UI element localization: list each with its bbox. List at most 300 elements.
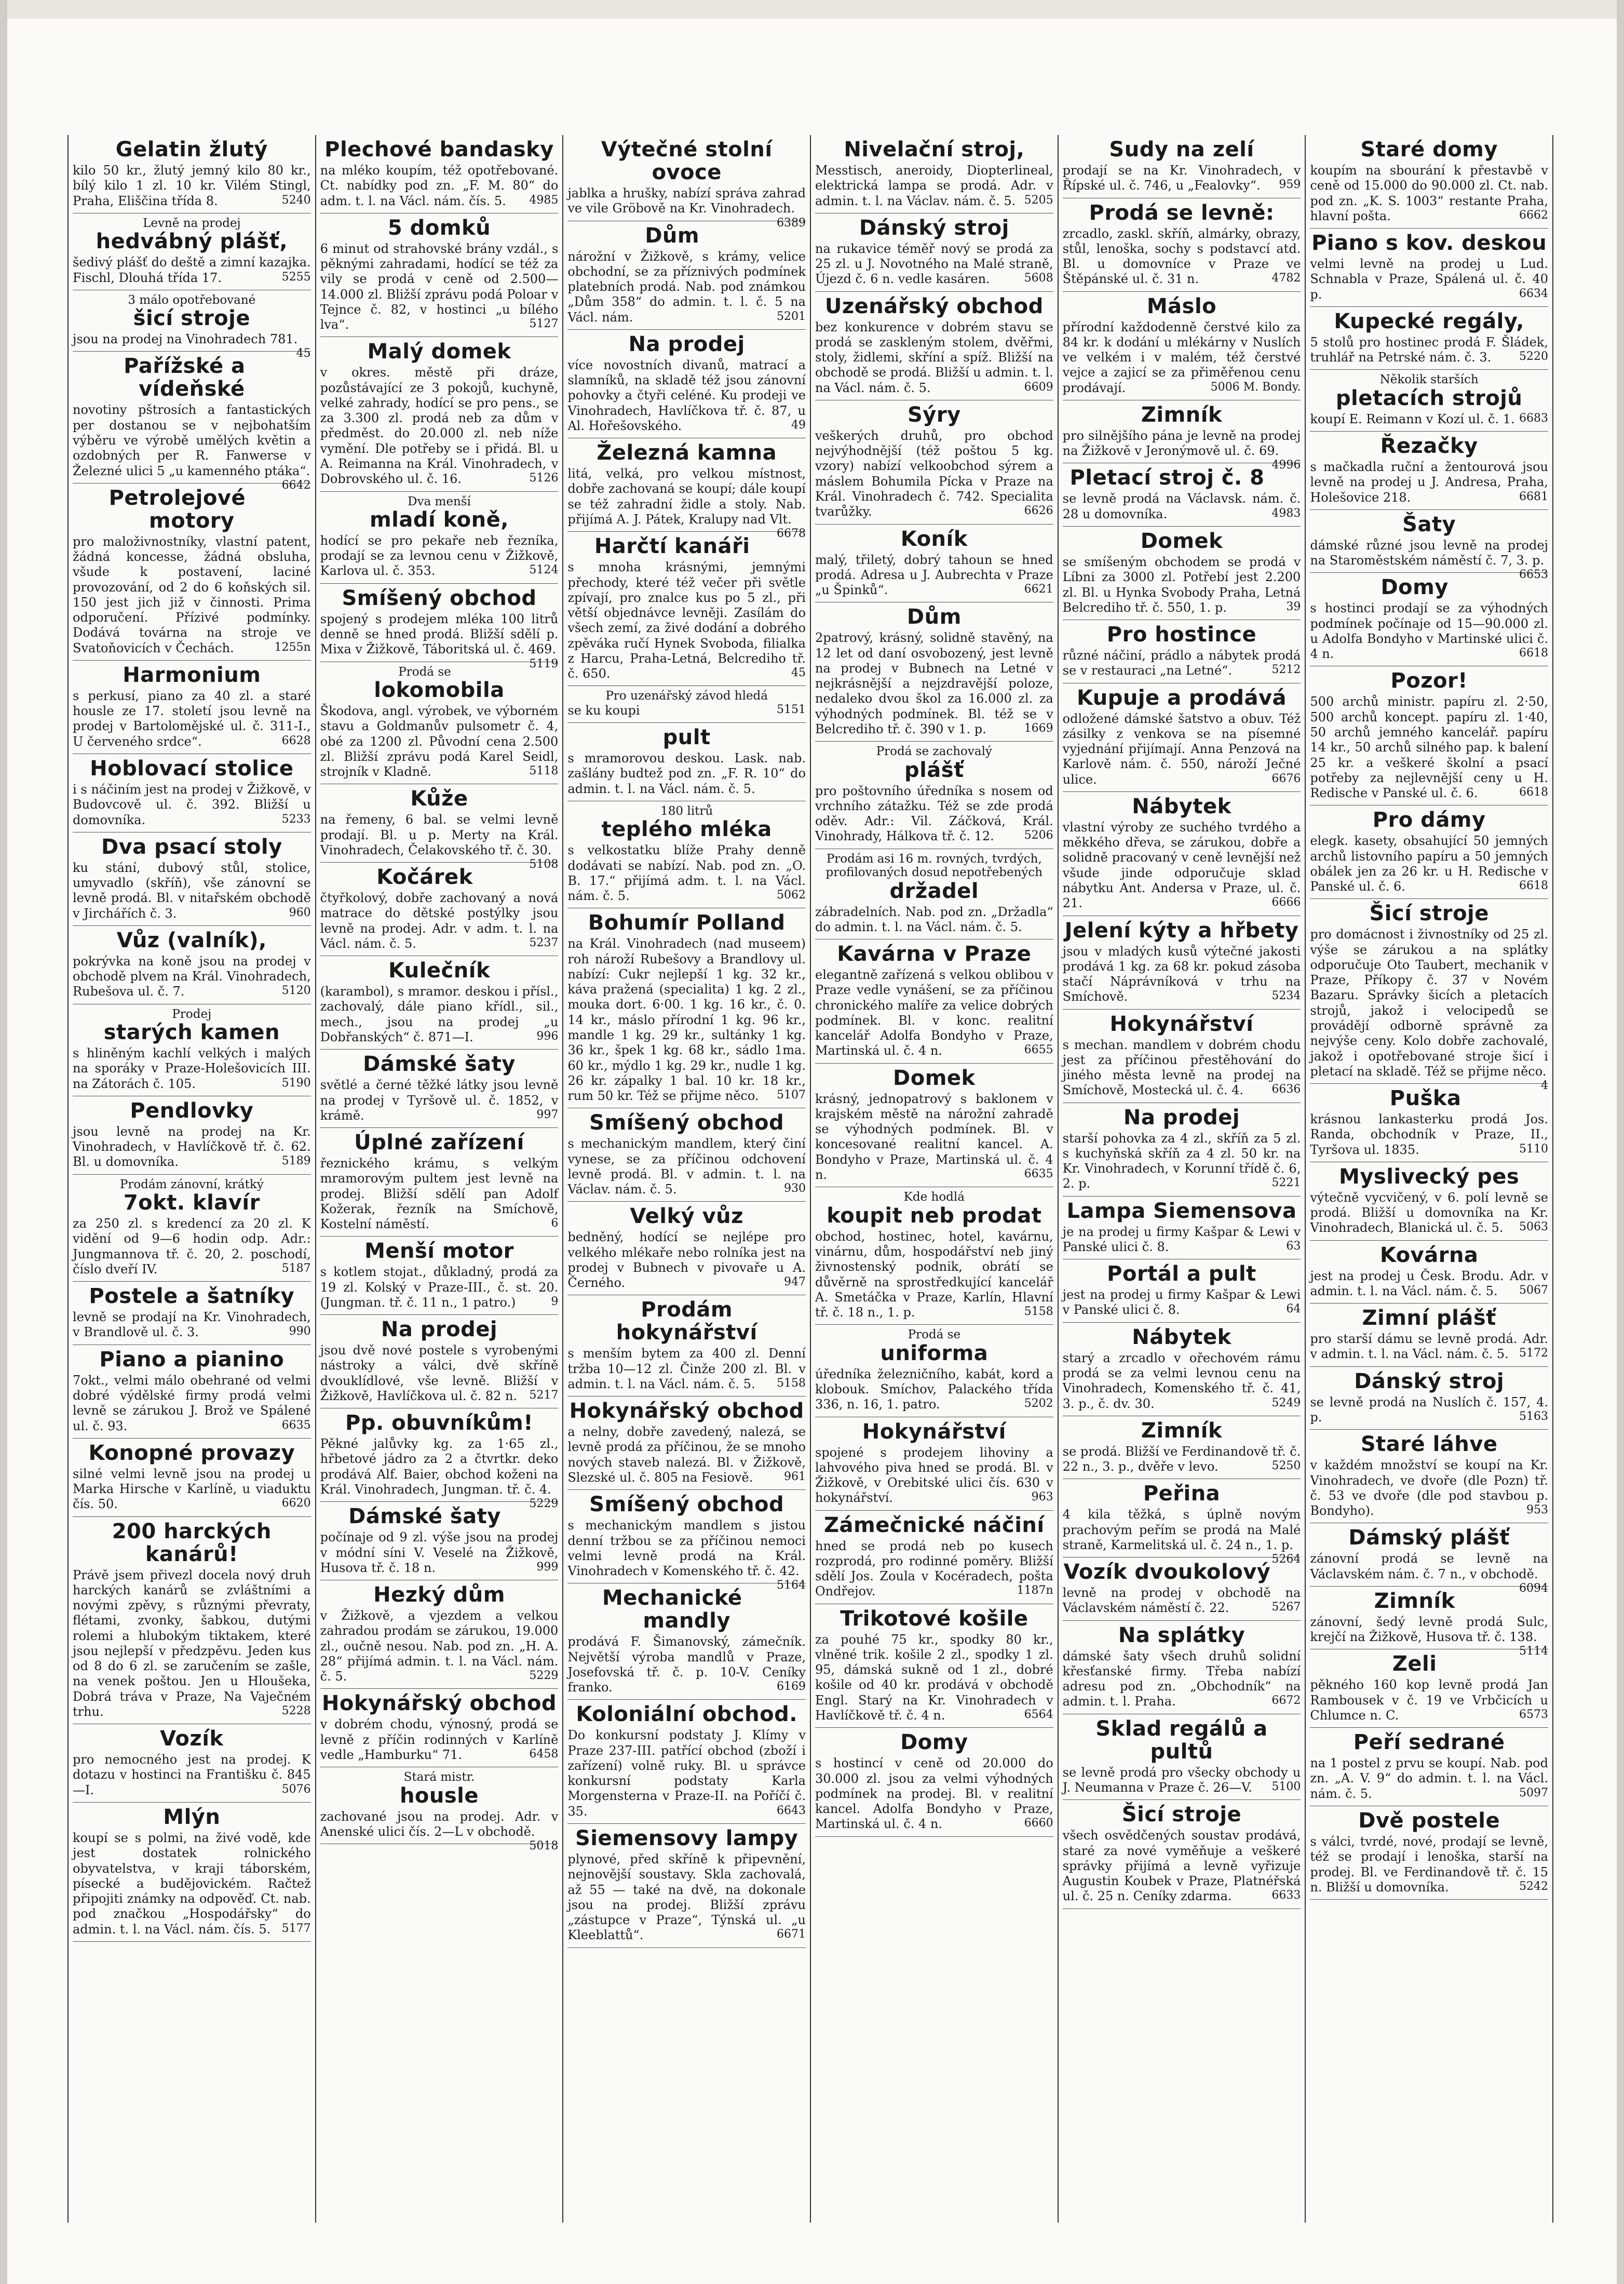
- ad-body: v dobrém chodu, výnosný, prodá se levně z příčin rodinných v Karlíně vedle „Hamburku“ 71.: [320, 1717, 559, 1762]
- ad-text: [320, 1265, 559, 1310]
- ad-title: Sklad regálů a pultů: [1095, 1716, 1268, 1764]
- ad-body: koupí se s polmi, na živé vodě, kde jest dostatek rolnického obyvatelstva, v kraji táborském, písecké a budějovickém. Račtež připojiti známky na odpověď. Ct. nab. pod značkou „Hospodářsky“ do admin. t. l. na Václ. nám. čís. 5.: [73, 1831, 311, 1937]
- ad-text: [73, 782, 311, 828]
- classified-ad: [73, 1803, 311, 1942]
- classified-ad: [320, 1315, 559, 1408]
- ad-title: Staré láhve: [1360, 1432, 1498, 1457]
- ad-body: krásnou lankasterku prodá Jos. Randa, obchodník v Praze, II., Tyršova ul. 1835.: [1310, 1112, 1548, 1157]
- ad-number: 5221: [1271, 1176, 1301, 1190]
- ad-text: [73, 534, 311, 656]
- ad-text: [320, 1156, 559, 1232]
- ad-text: [1063, 1038, 1301, 1098]
- ad-number: 5177: [281, 1922, 311, 1935]
- classified-ad: [1310, 1430, 1548, 1523]
- ad-number: 6618: [1519, 786, 1548, 799]
- ad-pretitle: Prodej: [172, 1007, 212, 1021]
- ad-title: Smíšený obchod: [589, 1111, 784, 1135]
- ad-text: [73, 1310, 311, 1340]
- ad-text: [73, 1831, 311, 1937]
- ad-body: starý a zrcadlo v ořechovém rámu prodá se za velmi levnou cenu na Vinohradech, Komenského tř. č. 41, 3. p., č. dv. 30.: [1062, 1350, 1301, 1411]
- ad-body: Pěkné jalůvky kg. za 1·65 zl., hřbetové jádro za 2 a čtvrtkr. deko prodává Alf. Baier, obchod koženi na Král. Vinohradech, Jungman. tř. č. 4.: [320, 1436, 559, 1497]
- ad-title: Výtečné stolní ovoce: [601, 138, 773, 184]
- ad-title: Dům: [645, 223, 700, 248]
- ad-body: Do konkursní podstaty J. Klímy v Praze 237-III. patřící obchod (zboží i zařízení) volně ruky. Bl. u správce konkursní podstaty Karla Morgensterna v Praze-II. na Poříčí č. 35.: [567, 1728, 806, 1819]
- ad-text: [567, 1634, 806, 1695]
- ad-number: 5100: [1271, 1780, 1301, 1793]
- ad-number: 930: [783, 1182, 806, 1195]
- ad-body: se levně prodá na Nuslích č. 157, 4. p.: [1310, 1394, 1548, 1425]
- ad-body: jsou dvě nové postele s vyrobenými nástroky a válci, dvě skříně dvouklídlové, vše levně. Bližší v Žižkově, Havlíčkova ul. č. 82 n.: [320, 1343, 559, 1403]
- classified-ad: [73, 213, 311, 290]
- classified-ad: [1310, 1084, 1548, 1162]
- ad-body: šedivý plášť do deště a zimní kazajka. Fischl, Dlouhá třída 17.: [73, 255, 311, 285]
- ad-text: [815, 241, 1053, 287]
- classified-ad: [320, 135, 559, 213]
- ad-number: 6628: [281, 734, 311, 747]
- ad-text: [320, 1530, 559, 1576]
- ad-text: [815, 320, 1053, 396]
- ad-title: pult: [662, 725, 711, 750]
- ad-text: [567, 1518, 806, 1592]
- ad-title: Dámský plášť: [1348, 1526, 1510, 1550]
- ad-body: jest na prodej u Česk. Brodu. Adr. v admin. t. l. na Václ. nám. č. 5.: [1310, 1268, 1548, 1298]
- classified-ad: [320, 1237, 559, 1315]
- ad-text: [320, 241, 559, 333]
- ad-pretitle: Prodá se zachovalý: [876, 745, 992, 759]
- ad-body: dámské šaty všech druhů solidní křesťanské firmy. Třeba nabízí adresu pod zn. „Obchodník“ na admin. t. l. Praha.: [1062, 1648, 1301, 1709]
- classified-ad: [320, 1767, 559, 1853]
- classified-ad: [1063, 1103, 1301, 1197]
- ad-title: pletacích strojů: [1335, 386, 1523, 410]
- classified-ad: [815, 1187, 1053, 1325]
- ad-title: starých kamen: [103, 1020, 280, 1045]
- ad-number: 5119: [529, 657, 559, 670]
- ad-body: spojený s prodejem mléka 100 litrů denně se hned prodá. Bližší sdělí p. Mixa v Žižkově, Táboritská ul. č. 469.: [320, 611, 559, 657]
- ad-text: [1310, 927, 1548, 1093]
- ad-body: hned se prodá neb po kusech rozprodá, pro rodinné poměry. Bližší sdělí Jos. Zoula v Kocéradech, pošta Ondřejov.: [815, 1538, 1053, 1599]
- ad-number: 4782: [1271, 272, 1301, 285]
- ad-title: Mlýn: [163, 1805, 221, 1830]
- ad-body: starší pohovka za 4 zl., skříň za 5 zl. s kuchyňská skříň za 4 zl. 50 kr. na Kr. Vinohradech, v Korunní třídě č. 6, 2. p.: [1062, 1131, 1301, 1191]
- ad-body: pokrývka na koně jsou na prodej v obchodě plvem na Král. Vinohradech, Rubešova ul. č. 7.: [73, 953, 311, 999]
- ad-body: zábradelních. Nab. pod zn. „Držadla“ do admin. t. l. na Václ. nám. č. 5.: [815, 904, 1053, 934]
- ad-title: Pletací stroj č. 8: [1070, 466, 1265, 490]
- ad-title: Pro hostince: [1106, 623, 1257, 647]
- classified-ad: [1310, 307, 1548, 370]
- ad-title: Myslivecký pes: [1339, 1164, 1520, 1189]
- classified-ad: [73, 1517, 311, 1725]
- ad-title: Koník: [900, 527, 968, 551]
- classified-ad: [567, 1490, 806, 1592]
- ad-title: Smíšený obchod: [342, 586, 537, 610]
- ad-number: 5107: [776, 1089, 806, 1102]
- ad-title: Na prodej: [628, 332, 745, 356]
- ad-title: Smíšený obchod: [589, 1493, 784, 1517]
- ad-number: 5206: [1024, 829, 1053, 842]
- ad-title: Velký vůz: [630, 1204, 743, 1229]
- ad-title: Šicí stroje: [1121, 1803, 1242, 1827]
- ad-title: Dvě postele: [1358, 1808, 1500, 1833]
- ad-text: [1063, 711, 1301, 787]
- classified-ad: [73, 1724, 311, 1803]
- classified-ads-page: [67, 135, 1553, 2223]
- ad-title: Jelení kýty a hřbety: [1064, 918, 1299, 943]
- right-edge: [1617, 0, 1624, 2284]
- ad-number: 5205: [1024, 193, 1053, 207]
- ad-title: Hokynářský obchod: [569, 1399, 804, 1423]
- ad-text: [1063, 555, 1301, 615]
- ad-title: Hokynářský obchod: [321, 1691, 557, 1716]
- ad-text: [73, 689, 311, 749]
- classified-ad: [73, 1282, 311, 1345]
- ad-text: [1310, 257, 1548, 302]
- ad-title: Řezačky: [1380, 434, 1478, 459]
- ad-text: [73, 954, 311, 1000]
- classified-ad: [815, 1325, 1053, 1417]
- ad-text: [1310, 1190, 1548, 1236]
- ad-text: [567, 249, 806, 325]
- classified-ad: [815, 742, 1053, 849]
- classified-ad: [320, 1408, 559, 1511]
- ad-title: Kovárna: [1379, 1243, 1479, 1267]
- ad-title: Dámské šaty: [363, 1052, 516, 1077]
- ad-title: Zimník: [1141, 402, 1223, 427]
- ad-number: 5172: [1519, 1347, 1548, 1360]
- ad-number: 5124: [529, 563, 559, 577]
- ad-number: 5233: [281, 812, 311, 826]
- ad-title: Zámečnické náčiní: [824, 1513, 1045, 1537]
- ad-number: 5127: [529, 317, 559, 331]
- ad-number: 5067: [1519, 1283, 1548, 1297]
- ad-text: [320, 611, 559, 670]
- classified-ad: [1310, 1367, 1548, 1430]
- ad-body: pro poštovního úředníka s nosem od vrchního zátažku. Též se zde prodá oděv. Adr.: Vil. Záčková, Král. Vinohrady, Hálkova tř. č. 12.: [815, 783, 1053, 844]
- ad-text: [73, 332, 311, 360]
- ad-number: 5234: [1271, 989, 1301, 1003]
- ad-text: [73, 1752, 311, 1798]
- ad-text: [567, 186, 806, 230]
- ad-title: Domek: [893, 1066, 976, 1090]
- ad-number: 963: [1031, 1490, 1053, 1504]
- ad-number: 5151: [776, 703, 806, 716]
- ad-body: prodává F. Šimanovský, zámečník. Největší výroba mandlů v Praze, Josefovská tř. č. p. 10-V. Ceníky franko.: [567, 1634, 806, 1695]
- ad-number: 5255: [281, 270, 311, 284]
- ad-number: 6643: [776, 1804, 806, 1817]
- ad-column: [563, 135, 811, 2223]
- classified-ad: [567, 801, 806, 909]
- ad-text: [815, 163, 1053, 209]
- ad-text: [73, 402, 311, 492]
- ad-number: 6094: [1519, 1581, 1548, 1595]
- ad-title: Koloniální obchod.: [576, 1702, 797, 1727]
- left-edge: [0, 0, 7, 2284]
- classified-ad: [73, 290, 311, 360]
- ad-column: [1306, 135, 1553, 2223]
- ad-body: jsou levně na prodej na Kr. Vinohradech, v Havlíčkově tř. č. 62. Bl. u domovníka.: [73, 1124, 311, 1170]
- ad-number: 5120: [281, 984, 311, 998]
- ad-pretitle: Několik starších: [1379, 373, 1479, 387]
- ad-number: 6620: [281, 1497, 311, 1510]
- classified-ad: [567, 330, 806, 438]
- ad-title: Kupecké regály,: [1334, 309, 1524, 333]
- ad-body: krásný, jednopatrový s baklonem v krajském městě na nárožní zahradě se výhodných podmínek. Bl. v koncesované realitní kancel. A. Bondyho v Praze, Martinská ul. č. 4 n.: [815, 1091, 1053, 1182]
- ad-number: 64: [1286, 1302, 1301, 1316]
- classified-ad: [73, 1175, 311, 1282]
- ad-body: levně se prodají na Kr. Vinohradech, v Brandlově ul. č. 3.: [73, 1310, 311, 1340]
- classified-ad: [1063, 683, 1301, 792]
- ad-body: s hostincí v ceně od 20.000 do 30.000 zl. jsou za velmi výhodných podmínek na prodej. Bl. v realitní kancel. Adolfa Bondyho v Praze, Martinská ul. č. 4 n.: [815, 1756, 1053, 1832]
- ad-number: 5164: [776, 1579, 806, 1592]
- ad-number: 6660: [1024, 1817, 1053, 1830]
- ad-text: [1310, 1395, 1548, 1426]
- classified-ad: [815, 1728, 1053, 1836]
- ad-title: Harčtí kanáři: [594, 534, 750, 559]
- ad-title: Hezký dům: [373, 1583, 505, 1607]
- ad-title: Šicí stroje: [1369, 902, 1489, 926]
- ad-body: spojené s prodejem lihoviny a lahvového piva hned se prodá. Bl. v Žižkově, v Orebitské ulici čís. 630 v hokynářství.: [815, 1445, 1053, 1506]
- ad-text: [815, 1445, 1053, 1506]
- ad-title: Dámské šaty: [348, 1504, 501, 1529]
- ad-number: 5237: [529, 936, 559, 949]
- ad-title: Kavárna v Praze: [837, 942, 1032, 966]
- ad-title: Sudy na zelí: [1109, 138, 1254, 162]
- classified-ad: [567, 686, 806, 723]
- ad-text: [1063, 944, 1301, 1005]
- ad-number: 999: [536, 1560, 559, 1574]
- ad-number: 5240: [281, 193, 311, 207]
- ad-text: [1063, 1649, 1301, 1710]
- ad-number: 5189: [281, 1154, 311, 1168]
- ad-text: [1310, 1677, 1548, 1723]
- ad-body: pro nemocného jest na prodej. K dotazu v hostinci na Františku č. 845—I.: [73, 1752, 311, 1797]
- ad-text: [1063, 163, 1301, 194]
- ad-title: Petrolejové motory: [109, 486, 246, 533]
- ad-text: [1063, 1131, 1301, 1192]
- ad-body: zánovní, šedý levně prodá Sulc, krejčí na Žižkově, Husova tř. č. 138.: [1310, 1614, 1548, 1645]
- ad-title: Zeli: [1392, 1652, 1437, 1676]
- ad-body: bedněný, hodící se nejlépe pro velkého mlékaře nebo rolníka jest na prodej v Bubnech v pivovaře u A. Černého.: [567, 1230, 806, 1291]
- classified-ad: [320, 213, 559, 338]
- ad-body: na Král. Vinohradech (nad museem) roh nároží Rubešovy a Brandlovy ul. nabízí: Cukr nejlepší 1 kg. 32 kr., káva pražená (specialita) 1 kg. 2 zl., mouka dort. 6·00. 1 kg. 16 kr., č. 0. 14 kr., máslo přírodní 1 kg. 96 kr., mandle 1 kg. 29 kr., sultánky 1 kg. 36 kr., špek 1 kg. 68 kr., sádlo 1ma. 60 kr., mýdlo 1 kg. 29 kr., nudle 1 kg. 26 kr. zápalky 1 bal. 10 kr. 18 kr., rum 50 kr. Též se přijme něco.: [567, 936, 806, 1104]
- ad-title: hedvábný plášť,: [96, 230, 288, 254]
- ad-text: [73, 1124, 311, 1170]
- ad-body: zánovní prodá se levně na Václavském nám. č. 7 n., v obchodě.: [1310, 1551, 1548, 1581]
- ad-title: Harmonium: [123, 663, 261, 687]
- ad-title: Menší motor: [364, 1239, 514, 1264]
- ad-text: [1063, 1287, 1301, 1318]
- ad-title: Prodá se levně:: [1089, 200, 1275, 225]
- classified-ad: [815, 849, 1053, 939]
- ad-number: 5229: [529, 1669, 559, 1683]
- ad-number: 6458: [529, 1747, 559, 1761]
- ad-text: [73, 861, 311, 921]
- classified-ad: [815, 939, 1053, 1064]
- ad-title: Vozík: [160, 1727, 224, 1751]
- ad-text: [567, 751, 806, 797]
- ad-number: 5118: [529, 764, 559, 778]
- classified-ad: [815, 135, 1053, 213]
- ad-number: 6621: [1024, 583, 1053, 596]
- ad-body: s hliněným kachlí velkých i malých na sporáky v Praze-Holešovicích III. na Zátorách č. 105.: [73, 1046, 311, 1091]
- ad-text: [320, 1608, 559, 1684]
- ad-title: Pařížské a vídeňské: [124, 354, 246, 401]
- ad-number: 5018: [529, 1839, 559, 1853]
- ad-number: 6671: [776, 1928, 806, 1941]
- ad-body: řeznického krámu, s velkým mramorovým pultem jest levně na prodej. Bližší sdělí pan Adolf Kožerak, řezník na Smíchově, Kostelní náměstí.: [320, 1156, 559, 1232]
- classified-ad: [320, 784, 559, 871]
- ad-text: [1063, 820, 1301, 911]
- ad-number: 6169: [776, 1680, 806, 1694]
- ad-title: Sýry: [907, 402, 961, 427]
- classified-ad: [73, 135, 311, 213]
- ad-text: [73, 1046, 311, 1092]
- ad-title: Domy: [900, 1730, 968, 1755]
- ad-text: [73, 163, 311, 209]
- ad-number: 5063: [1519, 1220, 1548, 1234]
- classified-ad: [1063, 1621, 1301, 1714]
- ad-number: 6618: [1519, 647, 1548, 660]
- ad-body: nárožní v Žižkově, s krámy, velice obchodní, se za příznivých podmínek platebních prodá. Nab. pod známkou „Dům 358“ do admin. t. l. č. 5 na Václ. nám.: [567, 249, 806, 325]
- ad-number: 5250: [1271, 1459, 1301, 1473]
- ad-text: [1310, 163, 1548, 224]
- classified-ad: [1310, 805, 1548, 899]
- ad-body: na 1 postel z prvu se koupí. Nab. pod zn. „A. V. 9“ do admin. t. l. na Václ. nám. č. 5.: [1310, 1756, 1548, 1801]
- ad-title: Postele a šatníky: [89, 1284, 295, 1309]
- ad-body: Škodova, angl. výrobek, ve výborném stavu a Goldmanův pulsometr č. 4, obé za 1200 zl. Původní cena 2.500 zl. Bližší zprávu podá Karel Seidl, strojník v Kladně.: [320, 703, 559, 780]
- classified-ad: [815, 213, 1053, 292]
- ad-title: Konopné provazy: [88, 1441, 295, 1465]
- ad-text: [567, 1346, 806, 1392]
- ad-column: [811, 135, 1059, 2223]
- ad-title: Pendlovky: [130, 1098, 254, 1123]
- ad-body: velmi levně na prodej u Lud. Schnabla v Praze, Spálená ul. č. 40 p.: [1310, 257, 1548, 302]
- ad-title: Plechové bandasky: [324, 138, 554, 162]
- ad-number: 5220: [1519, 350, 1548, 364]
- classified-ad: [320, 1580, 559, 1689]
- ad-number: 6653: [1519, 568, 1548, 582]
- classified-ad: [320, 1502, 559, 1580]
- ad-title: Domek: [1140, 529, 1223, 553]
- ad-pretitle: 3 málo opotřebované: [128, 293, 256, 307]
- ad-number: 5076: [281, 1782, 311, 1796]
- ad-text: [320, 704, 559, 780]
- ad-body: ku stání, dubový stůl, stolice, umyvadlo (skříň), vše zánovní se levně prodá. Bl. v nitařském obchodě v Jirchářích č. 3.: [73, 860, 311, 921]
- ad-title: Peřina: [1143, 1482, 1221, 1506]
- classified-ad: [567, 1396, 806, 1490]
- ad-title: Zimník: [1374, 1589, 1455, 1613]
- ad-text: [1310, 1458, 1548, 1519]
- classified-ad: [567, 135, 806, 230]
- ad-title: Puška: [1389, 1086, 1461, 1111]
- ad-number: 5158: [776, 1376, 806, 1390]
- ad-title: Dva psací stoly: [101, 835, 282, 859]
- ad-body: koupí E. Reimann v Kozí ul. č. 1.: [1310, 411, 1515, 426]
- ad-title: Lampa Siemensova: [1066, 1199, 1297, 1223]
- classified-ad: [73, 1439, 311, 1517]
- ad-title: mladí koně,: [370, 507, 509, 532]
- ad-number: 960: [289, 906, 311, 919]
- ad-text: [815, 968, 1053, 1059]
- ad-text: [1310, 1614, 1548, 1658]
- ad-text: [815, 1756, 1053, 1832]
- ad-number: 990: [289, 1325, 311, 1338]
- ad-number: 6642: [281, 478, 311, 492]
- ad-text: [1310, 335, 1548, 366]
- ad-number: 6635: [1024, 1167, 1053, 1180]
- ad-title: Hoblovací stolice: [90, 756, 294, 781]
- ad-number: 6626: [1024, 504, 1053, 518]
- ad-title: Piano s kov. deskou: [1311, 231, 1547, 256]
- ad-body: všech osvědčených soustav prodává, staré za nové vyměňuje a veškeré správky přijímá a levně vyřizuje Augustin Koubek v Praze, Platnéřská ul. č. 25 n. Ceníky zdarma.: [1062, 1828, 1301, 1904]
- ad-body: dámské různé jsou levně na prodej na Staroměstském náměstí č. 7, 3. p.: [1310, 538, 1548, 568]
- ad-body: pro starší dámu se levně prodá. Adr. v admin. t. l. na Václ. nám. č. 5.: [1310, 1332, 1548, 1362]
- ad-text: [1310, 1551, 1548, 1595]
- ad-title: uniforma: [880, 1341, 989, 1365]
- classified-ad: [1310, 510, 1548, 582]
- ad-number: 6681: [1519, 490, 1548, 503]
- classified-ad: [1063, 1557, 1301, 1621]
- classified-ad: [320, 1128, 559, 1237]
- ad-text: [815, 553, 1053, 598]
- ad-number: 5108: [529, 858, 559, 871]
- classified-ad: [1063, 463, 1301, 527]
- ad-text: [1310, 412, 1548, 427]
- ad-body: jsou na prodej na Vinohradech 781.: [73, 332, 298, 347]
- ad-number: 5163: [1519, 1409, 1548, 1423]
- ad-title: Prodám hokynářství: [616, 1298, 757, 1345]
- ad-text: [320, 1343, 559, 1404]
- ad-text: [73, 1568, 311, 1720]
- classified-ad: [1063, 1714, 1301, 1801]
- ad-title: plášť: [904, 758, 964, 782]
- classified-ad: [320, 956, 559, 1050]
- ad-title: Pozor!: [1390, 669, 1468, 693]
- ad-number: 6618: [1519, 879, 1548, 893]
- ad-number: 4996: [1271, 459, 1301, 472]
- ad-body: se smíšeným obchodem se prodá v Líbni za 3000 zl. Potřebí jest 2.200 zl. Bl. u Hynka Svobody Praha, Letná Belcrediho tř. č. 550, 1. p.: [1062, 554, 1301, 615]
- ad-title: Železná kamna: [597, 441, 777, 465]
- ad-body: a nelny, dobře zavedený, nalezá, se levně prodá za příčinou, že se mnoho nových staveb nalezá. Bl. v Žižkově, Slezské ul. č. 805 na Fesiově.: [567, 1425, 806, 1485]
- classified-ad: [815, 525, 1053, 603]
- ad-text: [320, 984, 559, 1045]
- ad-body: výtečně vycvičený, v 6. polí levně se prodá. Bližší u domovníka na Kr. Vinohradech, Blanická ul. č. 5.: [1310, 1190, 1548, 1235]
- ad-title: Dánský stroj: [859, 216, 1009, 240]
- ad-body: přírodní každodenně čerstvé kilo za 84 kr. k dodání u mlékárny v Nuslích ve velkém i v malém, též čerstvé vejce a zajicí se za přiměřenou cenu prodávají.: [1062, 319, 1301, 395]
- ad-text: [567, 703, 806, 718]
- ad-text: [1063, 1586, 1301, 1616]
- ad-text: [73, 1216, 311, 1277]
- ad-title: Nábytek: [1132, 794, 1231, 818]
- ad-number: 947: [783, 1275, 806, 1289]
- ad-number: 5006 M. Bondy.: [1210, 380, 1301, 394]
- ad-body: v okres. městě při dráze, pozůstávající ze 3 pokojů, kuchyně, velké zahrady, hodící se pro pens., se za 3.300 zl. prodá neb za dům v předměst. do 20.000 zl. neb níže vymění. Dle potřeby se i přidá. Bl. u A. Reimanna na Král. Vinohradech, v Dobrovského ul. č. 16.: [320, 365, 559, 487]
- ad-body: za 250 zl. s kredencí za 20 zl. K vidění od 9—6 hodin odp. Adr.: Jungmannova tř. č. 20, 2. poschodí, číslo dveří IV.: [73, 1216, 311, 1277]
- ad-title: Kůže: [410, 787, 468, 811]
- ad-body: i s náčiním jest na prodej v Žižkově, v Budovcově ul. č. 392. Bližší u domovníka.: [73, 782, 311, 827]
- ad-body: světlé a černé těžké látky jsou levně na prodej v Tyršově ul. č. 1852, v krámě.: [320, 1078, 559, 1123]
- ad-text: [567, 1230, 806, 1291]
- classified-ad: [1063, 620, 1301, 683]
- ad-number: 5114: [1519, 1645, 1548, 1658]
- ad-text: [567, 936, 806, 1104]
- ad-title: 5 domků: [387, 216, 491, 240]
- ad-text: [567, 1136, 806, 1197]
- ad-title: Zimní plášť: [1362, 1306, 1496, 1331]
- ad-title: Mechanické mandly: [602, 1586, 742, 1633]
- classified-ad: [73, 661, 311, 754]
- classified-ad: [1063, 198, 1301, 292]
- ad-body: s mramorovou deskou. Lask. nab. zašlány budtež pod zn. „F. R. 10“ do admin. t. l. na Václ. nám. č. 5.: [567, 751, 806, 796]
